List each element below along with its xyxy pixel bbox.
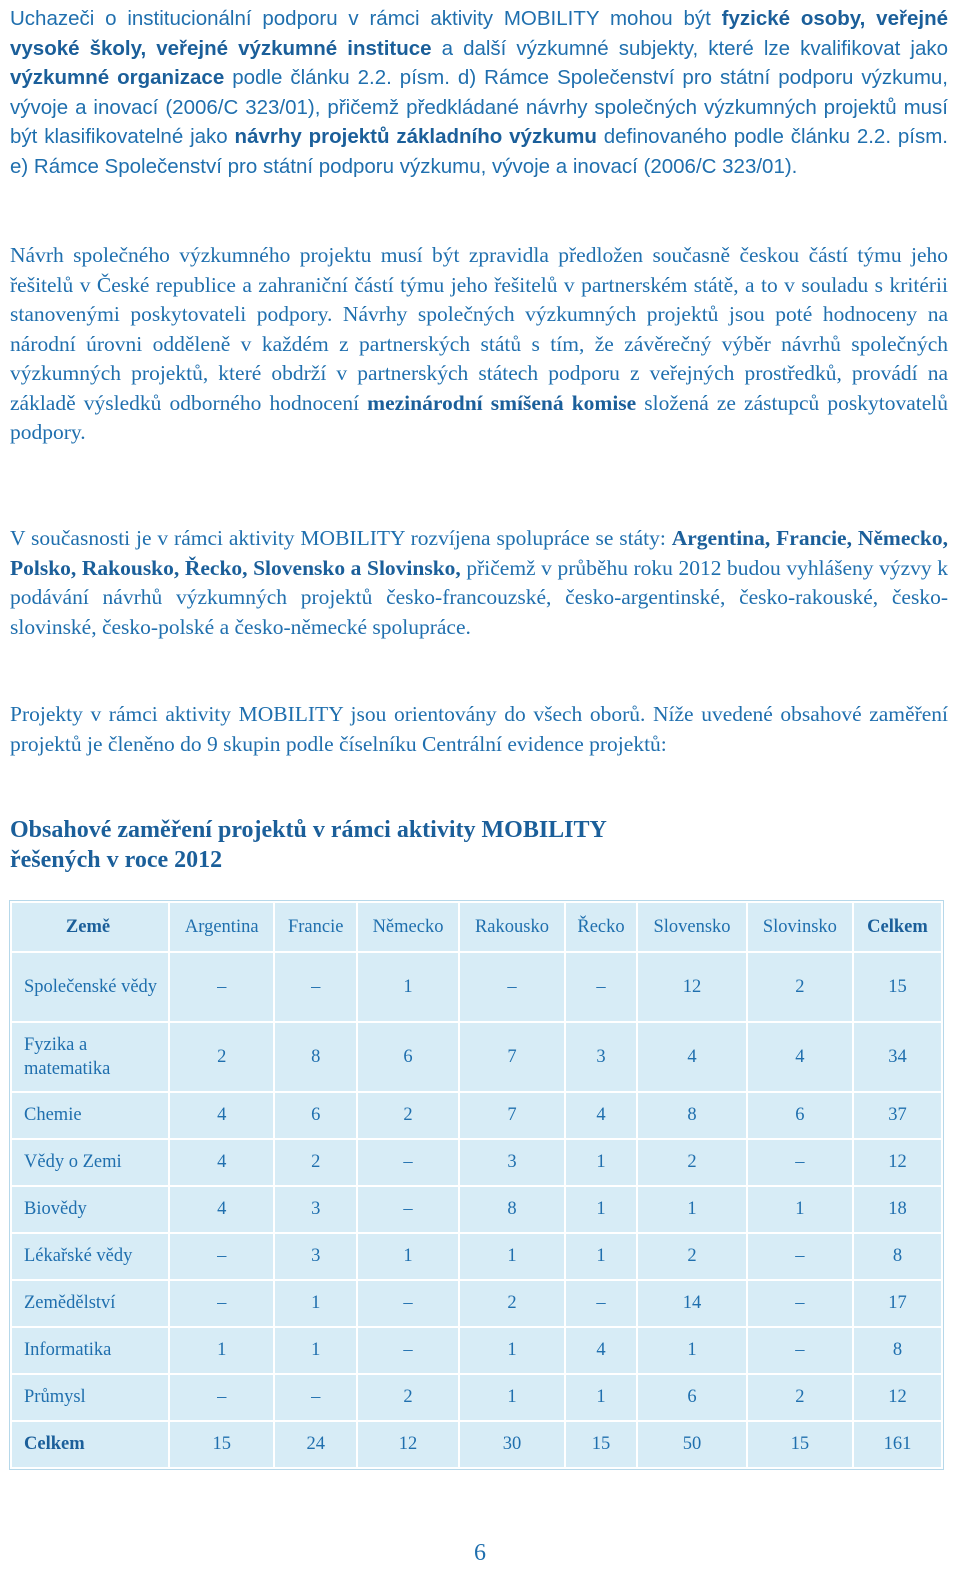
table-cell: 4 [169, 1186, 274, 1233]
table-cell: 50 [637, 1421, 747, 1468]
table-cell: 8 [459, 1186, 565, 1233]
column-header: Německo [357, 902, 459, 952]
table-cell: 8 [853, 1327, 942, 1374]
table-cell: 37 [853, 1092, 942, 1139]
paragraph-orientation: Projekty v rámci aktivity MOBILITY jsou orientovány do všech oborů. Níže uvedené obsahové zaměření projektů je členěno do 9 skupin podle číselníku Centrální evidence projektů: [10, 702, 948, 756]
row-label: Společenské vědy [11, 952, 169, 1022]
row-label: Fyzika a matematika [11, 1022, 169, 1092]
table-cell: 4 [169, 1092, 274, 1139]
table-cell: 2 [357, 1374, 459, 1421]
table-row [11, 1186, 942, 1233]
table-cell: – [169, 1374, 274, 1421]
paragraph-submission [10, 241, 948, 448]
page-number: 6 [474, 1540, 486, 1566]
table-cell: – [357, 1280, 459, 1327]
table-cell: – [747, 1233, 853, 1280]
table-cell: 1 [747, 1186, 853, 1233]
column-header: Argentina [169, 902, 274, 952]
table-cell: 15 [565, 1421, 637, 1468]
table-cell: 2 [169, 1022, 274, 1092]
table-cell: 3 [274, 1186, 357, 1233]
table-cell: 1 [637, 1186, 747, 1233]
column-header: Země [11, 902, 169, 952]
table-cell: 1 [459, 1327, 565, 1374]
table-cell: 1 [565, 1374, 637, 1421]
table-cell: 12 [357, 1421, 459, 1468]
text-run-bold: návrhy projektů základního výzkumu [234, 125, 597, 148]
table-header-row [11, 902, 942, 952]
table-cell: 1 [565, 1233, 637, 1280]
table-cell: 4 [169, 1139, 274, 1186]
column-header: Slovensko [637, 902, 747, 952]
row-label: Biovědy [11, 1186, 169, 1233]
table-cell: 1 [565, 1186, 637, 1233]
table-cell: 12 [853, 1374, 942, 1421]
text-run-bold: Argentina, Francie, Německo, Polsko, Rakousko, Řecko, Slovensko a Slovinsko, [10, 526, 948, 580]
table-cell: 161 [853, 1421, 942, 1468]
table-cell: – [459, 952, 565, 1022]
table-cell: 4 [637, 1022, 747, 1092]
table-cell: – [274, 952, 357, 1022]
column-header: Celkem [853, 902, 942, 952]
table-cell: 2 [357, 1092, 459, 1139]
table-cell: 6 [747, 1092, 853, 1139]
table-cell: 2 [747, 952, 853, 1022]
table-cell: 6 [637, 1374, 747, 1421]
table-cell: 1 [274, 1280, 357, 1327]
table-cell: 1 [637, 1327, 747, 1374]
table-cell: 4 [747, 1022, 853, 1092]
text-run: definovaného podle článku 2.2. písm. e) Rámce Společenství pro státní podporu výzkumu, vývoje a inovací (2006/C 323/01). [10, 125, 948, 178]
text-run-bold: mezinárodní smíšená komise [367, 390, 637, 415]
table-cell: 2 [637, 1139, 747, 1186]
row-label: Celkem [11, 1421, 169, 1468]
row-label: Lékařské vědy [11, 1233, 169, 1280]
table-cell: – [169, 1233, 274, 1280]
text-run: složená ze zástupců poskytovatelů podpory. [10, 390, 948, 444]
column-header: Rakousko [459, 902, 565, 952]
table-cell: 6 [274, 1092, 357, 1139]
text-run: a další výzkumné subjekty, které lze kvalifikovat jako [431, 36, 948, 60]
table-cell: 4 [565, 1327, 637, 1374]
table-cell: 17 [853, 1280, 942, 1327]
table-cell: – [357, 1139, 459, 1186]
table-cell: 15 [169, 1421, 274, 1468]
table-row [11, 1374, 942, 1421]
paragraph-eligibility [10, 4, 948, 181]
text-run-bold: fyzické osoby, veřejné vysoké školy, veřejné výzkumné instituce [10, 7, 948, 60]
table-row [11, 1022, 942, 1092]
table-row [11, 1327, 942, 1374]
table-row [11, 952, 942, 1022]
column-header: Řecko [565, 902, 637, 952]
table-cell: – [747, 1139, 853, 1186]
table-cell: 7 [459, 1092, 565, 1139]
table-cell: 1 [357, 1233, 459, 1280]
table-heading [10, 815, 730, 875]
table-row [11, 1092, 942, 1139]
heading-line: Obsahové zaměření projektů v rámci aktivity MOBILITY [10, 817, 607, 843]
table-cell: 2 [274, 1139, 357, 1186]
table-cell: 24 [274, 1421, 357, 1468]
table-cell: 1 [357, 952, 459, 1022]
heading-line: řešených v roce 2012 [10, 847, 223, 873]
column-header: Francie [274, 902, 357, 952]
table-cell: 8 [274, 1022, 357, 1092]
table-cell: 1 [274, 1327, 357, 1374]
table-cell: 30 [459, 1421, 565, 1468]
projects-table [10, 901, 943, 1469]
table-cell: – [274, 1374, 357, 1421]
table-cell: – [747, 1280, 853, 1327]
text-run: V současnosti je v rámci aktivity MOBILITY rozvíjena spolupráce se státy: [10, 526, 672, 550]
table-cell: 1 [459, 1374, 565, 1421]
text-run: Uchazeči o institucionální podporu v rámci aktivity MOBILITY mohou být [10, 7, 722, 30]
table-cell: 2 [747, 1374, 853, 1421]
text-run: přičemž v průběhu roku 2012 budou vyhlášeny výzvy k podávání návrhů výzkumných projektů česko-francouzské, česko-argentinské, česko-rakouské, česko-slovinské, česko-polské a česko-německé spolupráce. [10, 555, 948, 639]
row-label: Chemie [11, 1092, 169, 1139]
table-cell: 1 [565, 1139, 637, 1186]
table-cell: 8 [853, 1233, 942, 1280]
table-cell: – [565, 952, 637, 1022]
table-cell: 1 [459, 1233, 565, 1280]
table-cell: – [169, 952, 274, 1022]
table-cell: 15 [747, 1421, 853, 1468]
text-run-bold: výzkumné organizace [10, 66, 225, 89]
table-cell: – [747, 1327, 853, 1374]
text-run: podle článku 2.2. písm. d) Rámce Společenství pro státní podporu výzkumu, vývoje a inovací (2006/C 323/01), přičemž předkládané návrhy společných výzkumných projektů musí být klasifikovatelné jako [10, 66, 948, 148]
row-label: Průmysl [11, 1374, 169, 1421]
table-total-row [11, 1421, 942, 1468]
table-cell: – [169, 1280, 274, 1327]
table-cell: 2 [637, 1233, 747, 1280]
column-header: Slovinsko [747, 902, 853, 952]
table-row [11, 1139, 942, 1186]
text-run: Návrh společného výzkumného projektu musí být zpravidla předložen současně českou částí týmu jeho řešitelů v České republice a zahraniční částí týmu jeho řešitelů v partnerském státě, a to v souladu s kritérii stanovenými poskytovateli podpory. Návrhy společných výzkumných projektů jsou poté hodnoceny na národní úrovni odděleně v každém z partnerských států s tím, že závěrečný výběr návrhů společných výzkumných projektů, které obdrží v partnerských státech podporu z veřejných prostředků, provádí na základě výsledků odborného hodnocení [10, 243, 948, 415]
table-cell: 8 [637, 1092, 747, 1139]
table-cell: 34 [853, 1022, 942, 1092]
table-cell: 12 [637, 952, 747, 1022]
table-cell: – [565, 1280, 637, 1327]
table-cell: 7 [459, 1022, 565, 1092]
row-label: Vědy o Zemi [11, 1139, 169, 1186]
table-cell: 6 [357, 1022, 459, 1092]
table-cell: 12 [853, 1139, 942, 1186]
table-row [11, 1233, 942, 1280]
table-cell: 3 [459, 1139, 565, 1186]
table-cell: 14 [637, 1280, 747, 1327]
paragraph-cooperation [10, 524, 948, 642]
row-label: Informatika [11, 1327, 169, 1374]
table-cell: 1 [169, 1327, 274, 1374]
table-cell: – [357, 1327, 459, 1374]
table-cell: 15 [853, 952, 942, 1022]
row-label: Zemědělství [11, 1280, 169, 1327]
table-cell: 2 [459, 1280, 565, 1327]
table-cell: 4 [565, 1092, 637, 1139]
table-cell: 18 [853, 1186, 942, 1233]
table-cell: 3 [565, 1022, 637, 1092]
table-cell: – [357, 1186, 459, 1233]
table-cell: 3 [274, 1233, 357, 1280]
table-row [11, 1280, 942, 1327]
